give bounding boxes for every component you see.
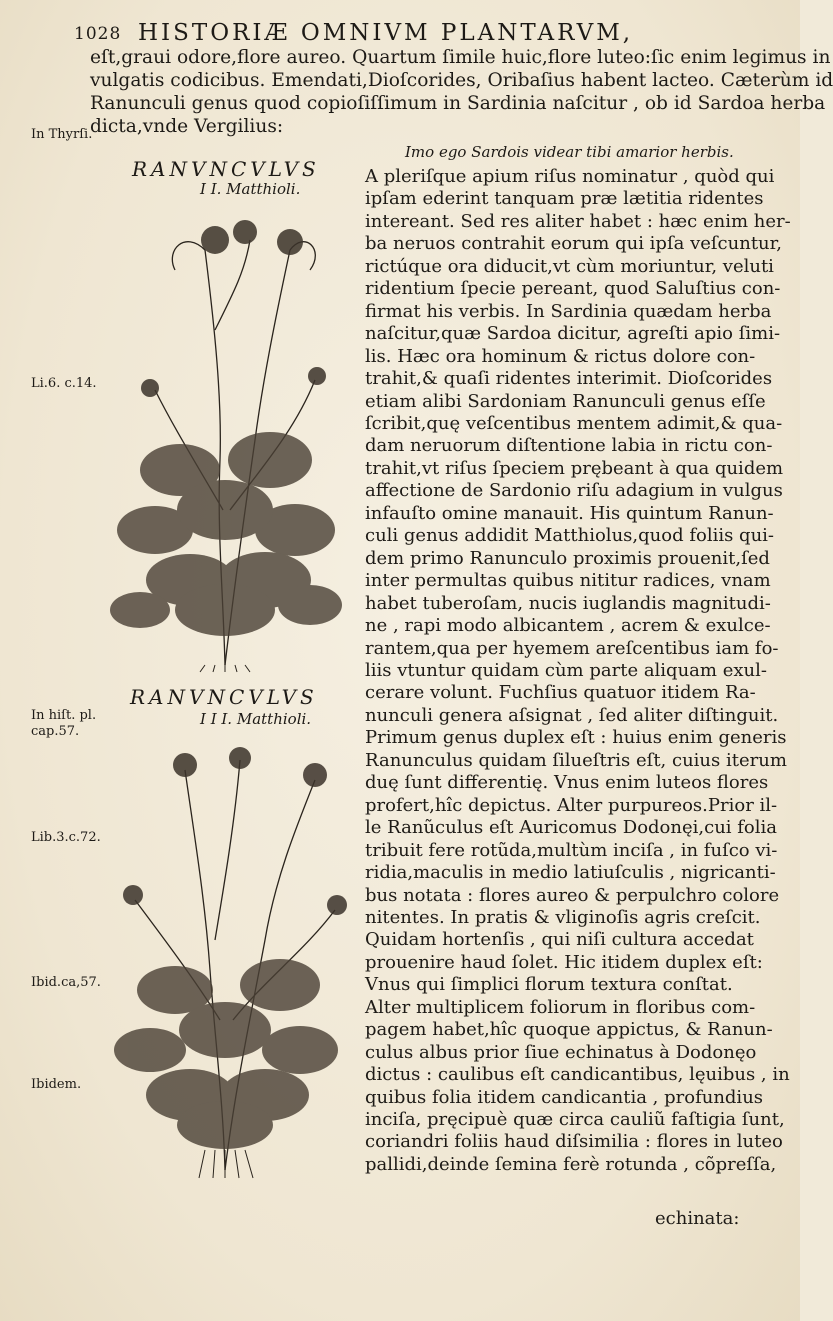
text-line: Alter multiplicem foliorum in floribus com-	[365, 996, 756, 1018]
text-line: culi genus addidit Matthiolus,quod foliis qui-	[365, 525, 774, 547]
text-line: trahit,vt riſus ſpeciem prębeant à qua quidem	[365, 457, 784, 479]
text-line: etiam alibi Sardoniam Ranunculi genus eſſe	[365, 390, 766, 412]
text-line: cerare volunt. Fuchſius quatuor itidem Ra-	[365, 682, 756, 704]
text-line: ſcribit,quę veſcentibus mentem adimit,& qua-	[365, 412, 783, 434]
figure1-title: RANVNCVLVS	[132, 157, 320, 181]
text-line: ne , rapi modo albicantem , acrem & exulce-	[365, 615, 771, 637]
ranunculus-iii-illustration	[95, 740, 357, 1180]
text-line: dicta,vnde Vergilius:	[90, 116, 284, 137]
text-line: quibus folia itidem candicantia , profundius	[365, 1086, 764, 1108]
text-line: affectione de Sardonio riſu adagium in vulgus	[365, 480, 783, 502]
text-line: intereant. Sed res aliter habet : hæc enim her-	[365, 210, 791, 232]
text-line: inter permultas quibus nititur radices, vnam	[365, 570, 771, 592]
main-column	[365, 166, 791, 1176]
text-line: rantem,qua per hyemem areſcentibus iam fo-	[365, 637, 779, 659]
text-line: dam neruorum diſtentione labia in rictu con-	[365, 435, 773, 457]
margin-note-hist-pl: In hiſt. pl.	[31, 708, 97, 723]
figure2-subtitle: I I I. Matthioli.	[200, 710, 312, 728]
text-line: duę ſunt differentię. Vnus enim luteos flores	[365, 772, 769, 794]
text-line: ba neruos contrahit eorum qui ipſa veſcuntur,	[365, 233, 782, 255]
text-line: bus notata : flores aureo & perpulchro colore	[365, 884, 780, 906]
figure2-title: RANVNCVLVS	[130, 685, 318, 709]
margin-note-thyrsi: In Thyrſi.	[31, 127, 93, 142]
text-line: liis vtuntur quidam cùm parte aliquam exul-	[365, 659, 767, 681]
margin-note-lib3: Lib.3.c.72.	[31, 830, 101, 845]
text-line: naſcitur,quæ Sardoa dicitur, agreſti apio ſimi-	[365, 323, 781, 345]
text-line: Ranunculus quidam ſilueſtris eſt, cuius iterum	[365, 749, 787, 771]
text-line: le Ranũculus eſt Auricomus Dodonęi,cui folia	[365, 817, 778, 839]
text-line: Ranunculi genus quod copioſiſſimum in Sardinia naſcitur , ob id Sardoa herba	[90, 93, 826, 114]
text-line: Quidam hortenſis , qui niſi cultura accedat	[365, 929, 754, 951]
text-line: nitentes. In pratis & vliginoſis agris creſcit.	[365, 906, 761, 928]
text-line: vulgatis codicibus. Emendati,Dioſcorides, Oribaſius habent lacteo. Cæterùm id	[90, 70, 833, 91]
text-line: dictus : caulibus eſt candicantibus, lęuibus , in	[365, 1064, 790, 1086]
margin-note-hist-pl-cap: cap.57.	[31, 724, 80, 739]
text-line: culus albus prior ſiue echinatus à Dodonęo	[365, 1041, 757, 1063]
text-line: eſt,graui odore,flore aureo. Quartum ſimile huic,flore luteo:ſic enim legimus in	[90, 47, 831, 68]
catchword: echinata:	[655, 1208, 740, 1229]
verse-quote: Imo ego Sardois videar tibi amarior herbis.	[405, 143, 734, 161]
top-paragraph	[90, 46, 833, 138]
text-line: nunculi genera aſsignat , ſed aliter diſtinguit.	[365, 704, 779, 726]
text-line: coriandri foliis haud diſsimilia : flores in luteo	[365, 1131, 783, 1153]
text-line: Vnus qui ſimplici florum textura conſtat.	[365, 974, 733, 996]
text-line: pagem habet,hîc quoque appictus, & Ranun-	[365, 1019, 773, 1041]
text-line: firmat his verbis. In Sardinia quædam herba	[365, 300, 772, 322]
text-line: trahit,& quaſi ridentes interimit. Dioſcorides	[365, 368, 773, 390]
text-line: infauſto omine manauit. His quintum Ranun-	[365, 502, 774, 524]
text-line: ipſam ederint tanquam præ lætitia ridentes	[365, 188, 764, 210]
margin-note-ibidem: Ibidem.	[31, 1077, 82, 1092]
text-line: inciſa, pręcipuè quæ circa cauliũ faſtigia ſunt,	[365, 1109, 785, 1131]
margin-note-lib6: Li.6. c.14.	[31, 376, 97, 391]
running-title: HISTORIÆ OMNIVM PLANTARVM,	[138, 20, 634, 46]
text-line: A pleriſque apium riſus nominatur , quòd qui	[365, 166, 775, 187]
ranunculus-ii-illustration	[95, 210, 357, 672]
text-line: ridia,maculis in medio latiuſculis , nigricanti-	[365, 862, 776, 884]
margin-note-ibid57: Ibid.ca,57.	[31, 975, 101, 990]
text-line: profert,hîc depictus. Alter purpureos.Prior il-	[365, 794, 778, 816]
text-line: prouenire haud ſolet. Hic itidem duplex eſt:	[365, 951, 763, 973]
page-number: 1028	[74, 24, 122, 44]
text-line: Primum genus duplex eſt : huius enim generis	[365, 727, 787, 749]
text-line: pallidi,deinde ſemina ferè rotunda , cõpreſſa,	[365, 1153, 777, 1175]
text-line: habet tuberoſam, nucis iuglandis magnitudi-	[365, 592, 771, 614]
figure1-subtitle: I I. Matthioli.	[200, 180, 301, 198]
text-line: ridentium ſpecie pereant, quod Saluſtius con-	[365, 278, 781, 300]
text-line: lis. Hæc ora hominum & rictus dolore con-	[365, 345, 756, 367]
text-line: dem primo Ranunculo proximis prouenit,ſed	[365, 547, 770, 569]
text-line: rictúque ora diducit,vt cùm moriuntur, veluti	[365, 255, 774, 277]
text-line: tribuit fere rotũda,multùm inciſa , in fuſco vi-	[365, 839, 778, 861]
